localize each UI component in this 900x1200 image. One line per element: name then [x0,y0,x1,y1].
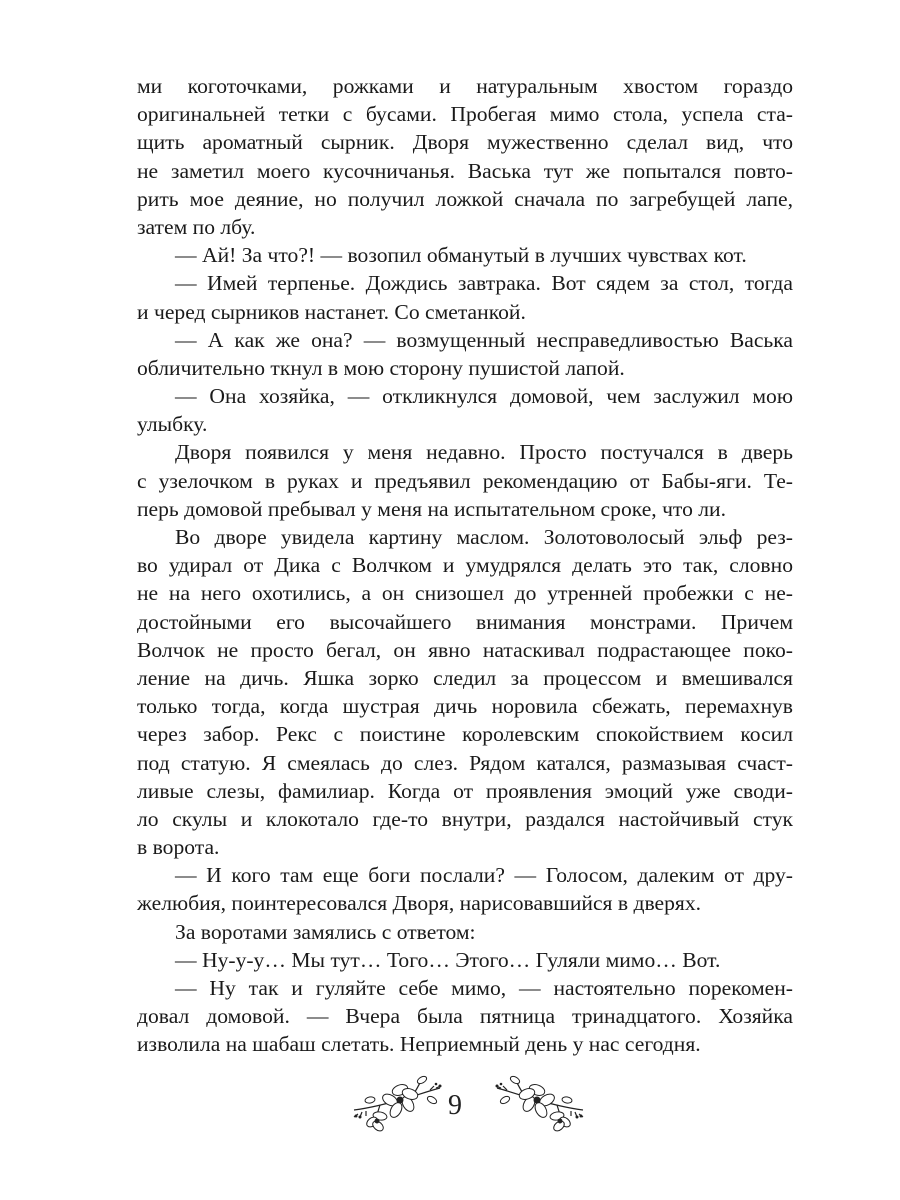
text-line: — А как же она? — возмущенный несправедливостью Васька [175,327,793,352]
text-line: оригинальней тетки с бусами. Пробегая мимо стола, успела ста- [137,102,793,127]
text-line: щить ароматный сырник. Дворя мужественно сделал вид, что [137,130,793,155]
text-line: через забор. Рекс с поистине королевским спокойствием косил [137,722,793,747]
text-line: ло скулы и клокотало где-то внутри, раздался настойчивый стук [137,806,793,831]
text-line: и черед сырников настанет. Со сметанкой. [137,299,526,324]
text-line: только тогда, когда шустрая дичь норовила сбежать, перемахнув [137,694,793,719]
text-line: изволила на шабаш слетать. Неприемный день у нас сегодня. [137,1032,701,1057]
text-line: — Имей терпенье. Дождись завтрака. Вот сядем за стол, тогда [175,271,793,296]
text-line: во удирал от Дика с Волчком и умудрялся делать это так, словно [137,553,793,578]
text-line: в ворота. [137,835,220,860]
cherry-blossom-branch-icon [350,1070,445,1136]
text-line: ми коготочками, рожками и натуральным хвостом гораздо [137,74,793,98]
text-line: улыбку. [137,412,208,437]
text-line: ление на дичь. Яшка зорко следил за процессом и вмешивался [137,665,793,690]
text-line: Волчок не просто бегал, он явно натаскивал подрастающее поко- [137,637,793,662]
text-line: Дворя появился у меня недавно. Просто постучался в дверь [175,440,793,465]
text-line: ливые слезы, фамилиар. Когда от проявления эмоций уже своди- [137,778,793,803]
text-line: За воротами замялись с ответом: [175,919,476,944]
text-line: — Ай! За что?! — возопил обманутый в лучших чувствах кот. [175,243,747,268]
cherry-blossom-branch-icon [492,1070,587,1136]
text-line: — Ну-у-у… Мы тут… Того… Этого… Гуляли мимо… Вот. [175,947,721,972]
body-text [137,72,793,1059]
text-line: — Ну так и гуляйте себе мимо, — настоятельно порекомен- [175,976,793,1000]
text-line: — И кого там еще боги послали? — Голосом, далеким от дру- [175,863,793,888]
page-footer [0,1068,900,1148]
text-line: обличительно ткнул в мою сторону пушистой лапой. [137,355,625,380]
text-line: не на него охотились, а он снизошел до утренней пробежки с не- [137,581,793,606]
text-line: под статую. Я смеялась до слез. Рядом катался, размазывая счаст- [137,750,793,775]
text-line: желюбия, поинтересовался Дворя, нарисовавшийся в дверях. [137,891,702,916]
page-number: 9 [448,1090,462,1121]
text-line: не заметил моего кусочничанья. Васька тут же попытался повто- [137,158,793,183]
text-line: достойными его высочайшего внимания монстрами. Причем [137,609,793,634]
text-line: перь домовой пребывал у меня на испытательном сроке, что ли. [137,496,727,521]
text-line: Во дворе увидела картину маслом. Золотоволосый эльф рез- [175,525,793,549]
text-line: затем по лбу. [137,214,256,239]
text-line: с узелочком в руках и предъявил рекомендацию от Бабы-яги. Те- [137,468,793,493]
text-line: довал домовой. — Вчера была пятница тринадцатого. Хозяйка [137,1004,793,1029]
text-line: — Она хозяйка, — откликнулся домовой, чем заслужил мою [175,384,793,409]
text-line: рить мое деяние, но получил ложкой сначала по загребущей лапе, [137,186,793,211]
